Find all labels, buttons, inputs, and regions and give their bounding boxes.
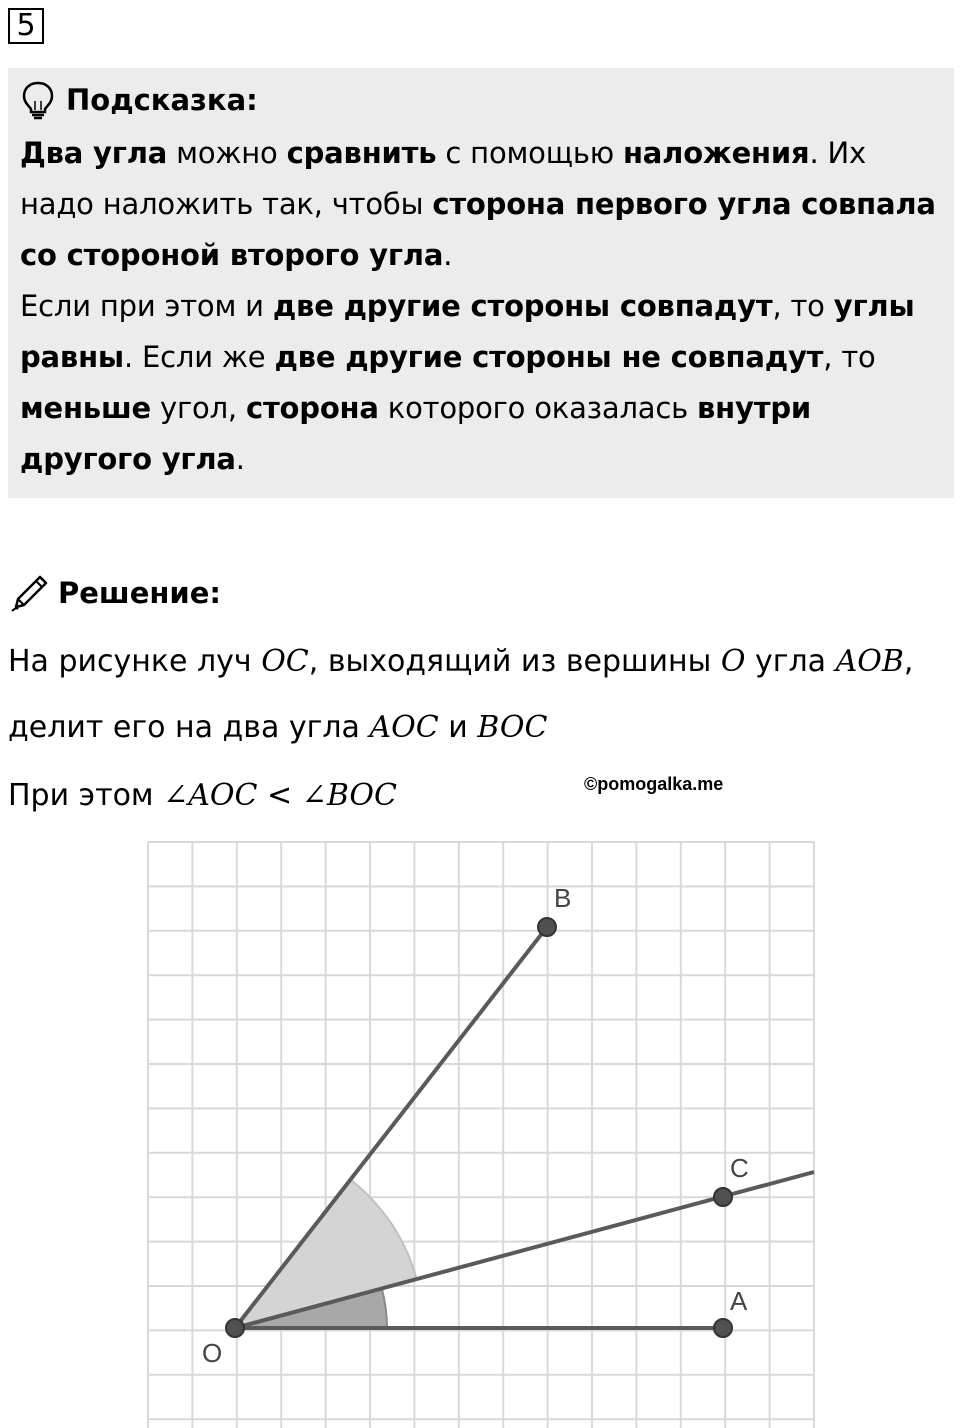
watermark: ©pomogalka.me [584,774,724,794]
hint-box [8,68,954,498]
text: угла [745,644,836,679]
point-o [226,1319,244,1337]
bold-text: сравнить [286,136,437,170]
text: которого оказалась [378,391,698,425]
text: делит его на два угла [8,710,370,745]
text: . [235,442,245,476]
pencil-icon [8,571,52,615]
bold-text: внутри другого угла [20,391,811,476]
point-a [714,1319,732,1337]
text: < [257,778,302,813]
label-a: A [730,1286,748,1316]
task-number: 5 [8,8,44,44]
point-b [538,918,556,936]
point-c [714,1188,732,1206]
math-oc: OC [261,644,309,679]
bold-text: две другие стороны совпадут [272,289,773,323]
hint-text [20,128,942,485]
text: можно [167,136,287,170]
bold-text: наложения [622,136,810,170]
text: . Их надо наложить так, чтобы [20,136,866,221]
hint-paragraph-2 [20,281,942,485]
math-aoc: AOC [369,710,439,745]
math-boc: BOC [477,710,548,745]
hint-title: Подсказка: [66,83,258,117]
text: , то [823,340,876,374]
hint-header [20,78,942,122]
bold-text: меньше [20,391,152,425]
text: , выходящий из вершины [308,644,721,679]
lightbulb-icon [20,80,56,120]
bold-text: сторона [245,391,379,425]
solution-line-1 [8,642,913,682]
grid [148,842,814,1428]
text: угол, [151,391,246,425]
math-o: O [720,644,746,679]
solution-title: Решение: [58,576,222,610]
bold-text: две другие стороны не совпадут [274,340,824,374]
text: . [443,238,453,272]
bold-text: сторона первого угла совпала со стороной второго угла [20,187,936,272]
text: Если при этом и [20,289,273,323]
text: и [438,710,478,745]
text: , то [772,289,834,323]
solution-header [8,570,221,616]
math-aob: AOB [835,644,904,679]
label-o: O [202,1338,223,1368]
bold-text: Два угла [20,136,168,170]
text: При этом [8,778,164,813]
bold-text: углы равны [20,289,915,374]
text: На рисунке луч [8,644,262,679]
math-angle-boc: ∠BOC [301,778,397,813]
solution-line-2 [8,708,547,748]
text: с помощью [436,136,623,170]
math-angle-aoc: ∠AOC [163,778,258,813]
solution-line-3 [8,776,397,816]
angle-figure [130,830,830,1428]
label-c: C [730,1153,749,1183]
text: . Если же [123,340,275,374]
label-b: B [554,883,572,913]
text: , [903,644,914,679]
hint-paragraph-1 [20,128,942,281]
